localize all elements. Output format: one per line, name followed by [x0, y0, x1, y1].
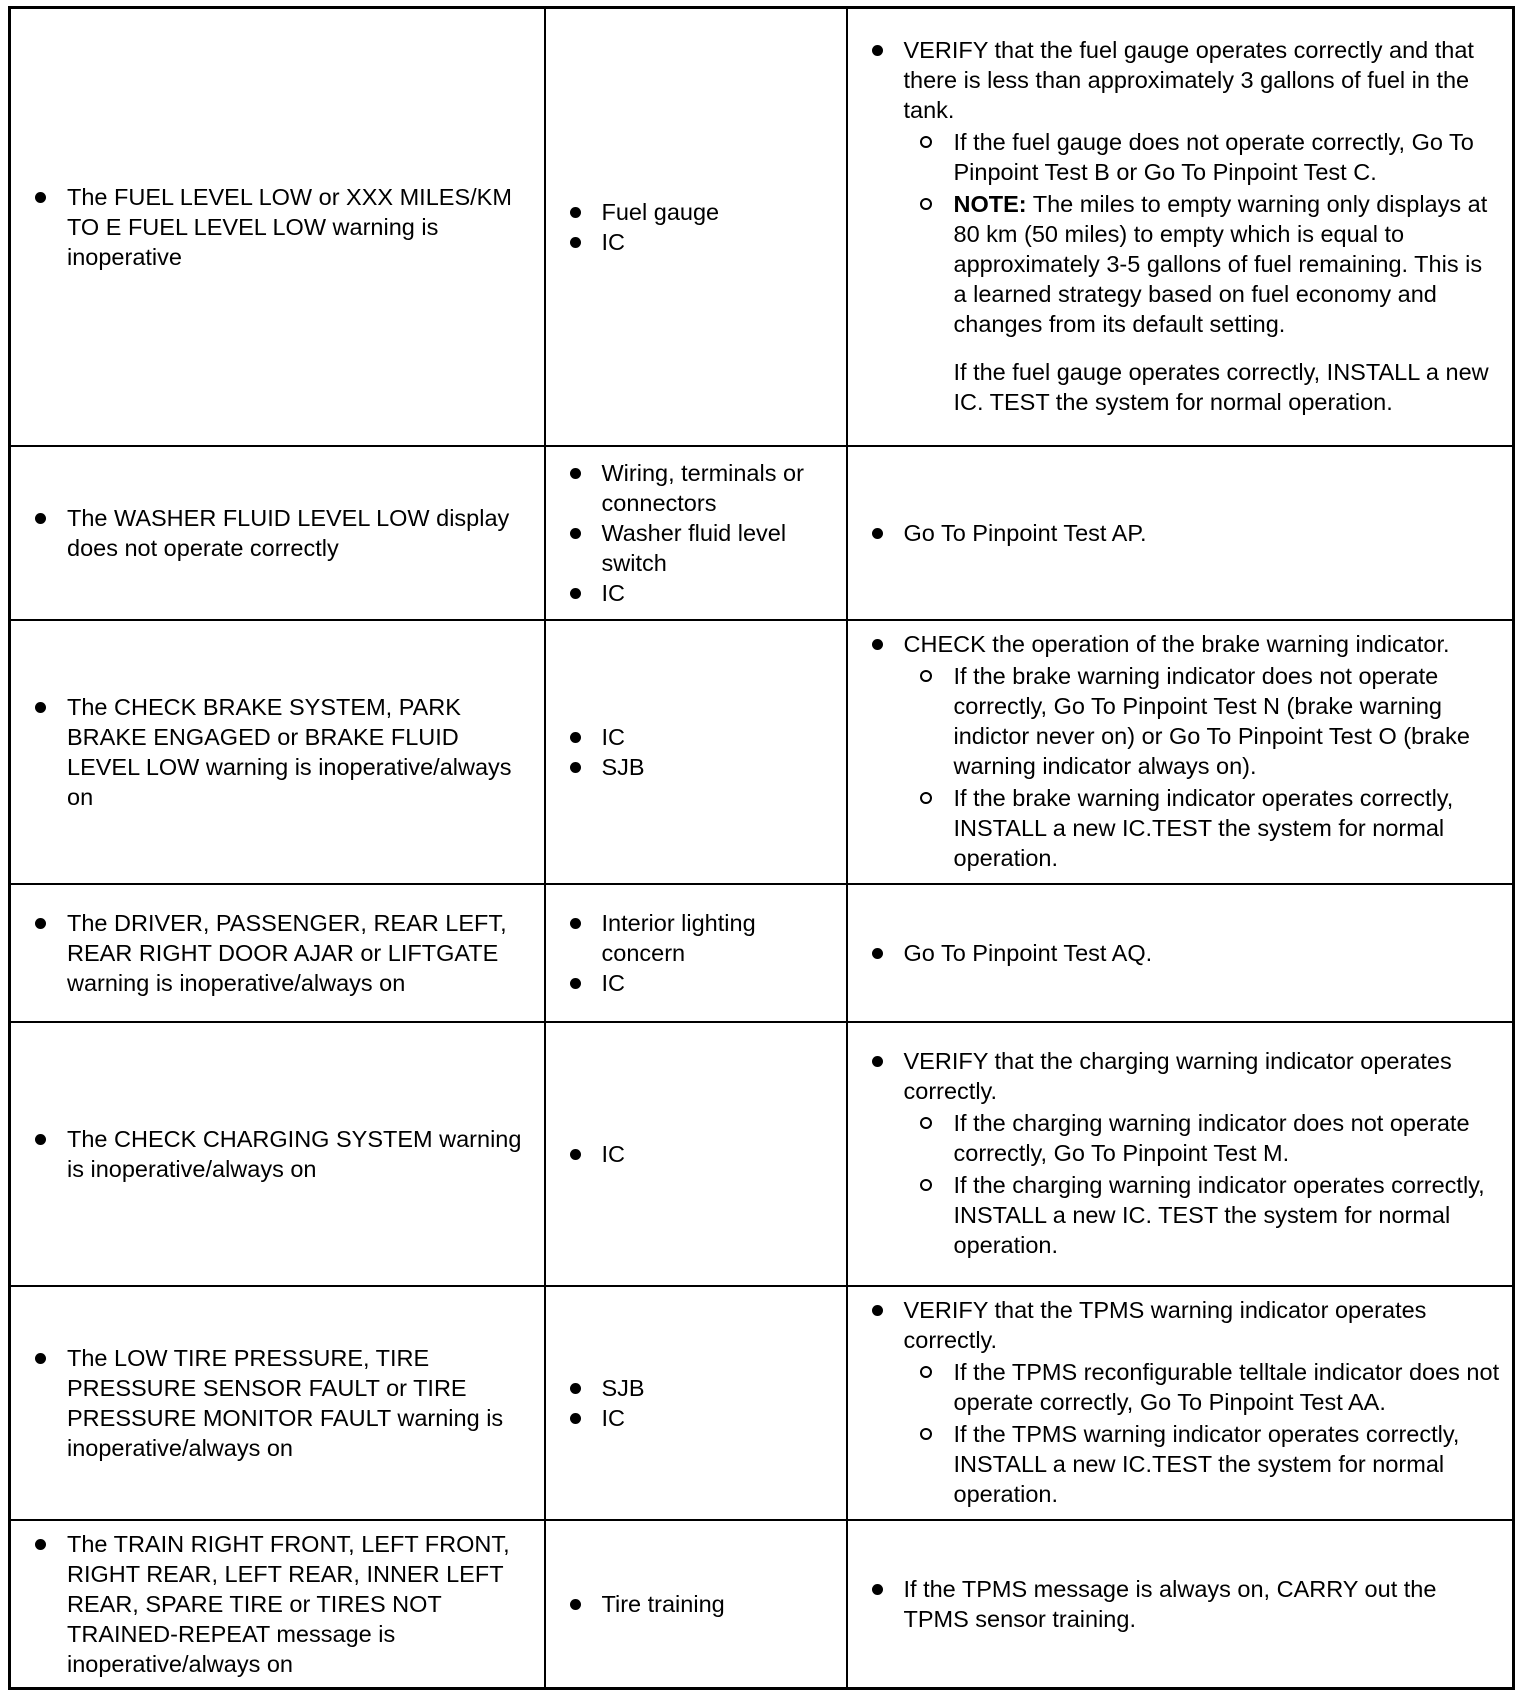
note-follow-text: If the fuel gauge operates correctly, INSTALL a new IC. TEST the system for normal operation. [953, 358, 1489, 415]
source-cell [545, 620, 847, 884]
table-row [10, 446, 1514, 620]
condition-text: The TRAIN RIGHT FRONT, LEFT FRONT, RIGHT REAR, LEFT REAR, INNER LEFT REAR, SPARE TIRE or TIRES NOT TRAINED-REPEAT message is inoperative/always on [31, 1529, 532, 1679]
source-item: IC [566, 722, 834, 752]
condition-text: The CHECK BRAKE SYSTEM, PARK BRAKE ENGAGED or BRAKE FLUID LEVEL LOW warning is inoperative/always on [31, 692, 532, 812]
condition-text: The WASHER FLUID LEVEL LOW display does not operate correctly [31, 503, 532, 563]
source-cell [545, 446, 847, 620]
action-subitem-note [954, 189, 1501, 417]
action-main: VERIFY that the TPMS warning indicator operates correctly. [903, 1296, 1427, 1353]
source-cell [545, 1022, 847, 1286]
table-row [10, 1520, 1514, 1689]
action-subitem: If the brake warning indicator does not operate correctly, Go To Pinpoint Test N (brake warning indictor never on) or Go To Pinpoint Test O (brake warning indicator always on). [954, 661, 1501, 781]
action-cell [847, 1286, 1514, 1520]
condition-text: The CHECK CHARGING SYSTEM warning is inoperative/always on [31, 1124, 532, 1184]
source-item: IC [566, 578, 834, 608]
action-main: Go To Pinpoint Test AQ. [868, 938, 1501, 968]
source-item: Interior lighting concern [566, 908, 834, 968]
source-cell [545, 884, 847, 1022]
action-subitem: If the charging warning indicator does not operate correctly, Go To Pinpoint Test M. [954, 1108, 1501, 1168]
action-subitem: If the charging warning indicator operates correctly, INSTALL a new IC. TEST the system for normal operation. [954, 1170, 1501, 1260]
action-subitem: If the TPMS reconfigurable telltale indicator does not operate correctly, Go To Pinpoint Test AA. [953, 1358, 1500, 1415]
condition-cell [10, 8, 545, 446]
note-label: NOTE: [953, 190, 1027, 217]
condition-text: The LOW TIRE PRESSURE, TIRE PRESSURE SENSOR FAULT or TIRE PRESSURE MONITOR FAULT warning is inoperative/always on [31, 1343, 532, 1463]
source-cell [545, 8, 847, 446]
source-item: Washer fluid level switch [566, 518, 834, 578]
action-item [868, 1046, 1501, 1260]
action-main: Go To Pinpoint Test AP. [868, 518, 1501, 548]
action-item [868, 35, 1501, 417]
condition-text: The FUEL LEVEL LOW or XXX MILES/KM TO E FUEL LEVEL LOW warning is inoperative [31, 182, 532, 272]
source-cell [545, 1520, 847, 1689]
source-item: Fuel gauge [566, 197, 834, 227]
condition-cell [10, 446, 545, 620]
source-item: IC [566, 227, 834, 257]
condition-cell [10, 620, 545, 884]
symptom-chart-table [8, 6, 1515, 1690]
source-item: Wiring, terminals or connectors [566, 458, 834, 518]
action-item [868, 1295, 1501, 1509]
condition-text: The DRIVER, PASSENGER, REAR LEFT, REAR RIGHT DOOR AJAR or LIFTGATE warning is inoperative/always on [31, 908, 532, 998]
source-cell [545, 1286, 847, 1520]
action-main: If the TPMS message is always on, CARRY out the TPMS sensor training. [868, 1574, 1501, 1634]
action-main: VERIFY that the charging warning indicator operates correctly. [903, 1047, 1452, 1104]
table-row [10, 8, 1514, 446]
condition-cell [10, 1286, 545, 1520]
condition-cell [10, 1022, 545, 1286]
source-item: IC [566, 1403, 834, 1433]
action-cell [847, 1022, 1514, 1286]
condition-cell [10, 1520, 545, 1689]
source-item: IC [566, 968, 834, 998]
action-main: CHECK the operation of the brake warning indicator. [903, 630, 1450, 657]
action-cell [847, 446, 1514, 620]
action-cell [847, 620, 1514, 884]
action-cell [847, 1520, 1514, 1689]
action-subitem: If the fuel gauge does not operate correctly, Go To Pinpoint Test B or Go To Pinpoint Test C. [954, 127, 1501, 187]
table-row [10, 884, 1514, 1022]
condition-cell [10, 884, 545, 1022]
table-row [10, 1022, 1514, 1286]
source-item: SJB [566, 1373, 834, 1403]
action-subitem: If the TPMS warning indicator operates correctly, INSTALL a new IC.TEST the system for normal operation. [954, 1419, 1501, 1509]
table-row [10, 620, 1514, 884]
source-item: Tire training [566, 1589, 834, 1619]
action-subitem: If the brake warning indicator operates correctly, INSTALL a new IC.TEST the system for normal operation. [954, 783, 1501, 873]
action-main: VERIFY that the fuel gauge operates correctly and that there is less than approximately 3 gallons of fuel in the tank. [903, 36, 1474, 123]
source-item: SJB [566, 752, 834, 782]
note-text: The miles to empty warning only displays at 80 km (50 miles) to empty which is equal to approximately 3-5 gallons of fuel remaining. This is a learned strategy based on fuel economy and changes from its default setting. [953, 190, 1488, 337]
source-item: IC [566, 1139, 834, 1169]
action-item [868, 629, 1501, 873]
action-cell [847, 8, 1514, 446]
table-row [10, 1286, 1514, 1520]
action-cell [847, 884, 1514, 1022]
